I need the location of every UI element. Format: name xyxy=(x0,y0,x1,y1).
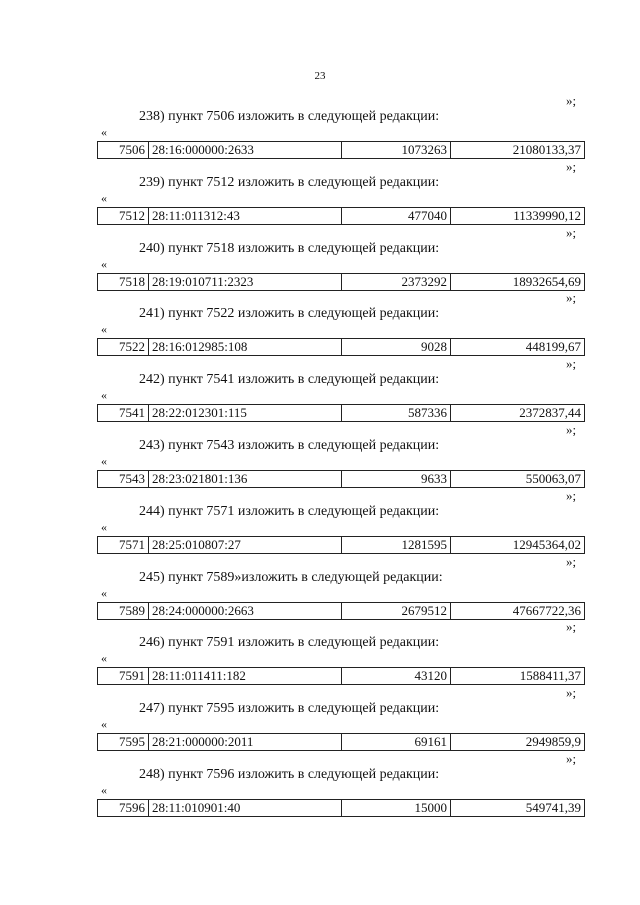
item-number-cell: 7541 xyxy=(98,405,149,422)
opening-quote: « xyxy=(101,388,107,403)
amendment-heading: 248) пункт 7596 изложить в следующей редакции: xyxy=(139,766,440,782)
area-cell: 9028 xyxy=(342,339,451,356)
table-row xyxy=(98,273,585,290)
item-number-cell: 7591 xyxy=(98,668,149,685)
closing-quote: »; xyxy=(566,93,577,108)
cadastral-cost-cell: 12945364,02 xyxy=(451,536,585,553)
cadastral-cost-cell: 18932654,69 xyxy=(451,273,585,290)
closing-quote: »; xyxy=(566,553,577,569)
amendment-heading: 243) пункт 7543 изложить в следующей редакции: xyxy=(139,437,440,453)
opening-quote: « xyxy=(101,519,107,534)
cadastral-number-cell: 28:16:012985:108 xyxy=(149,339,342,356)
opening-quote: « xyxy=(101,256,107,271)
opening-quote: « xyxy=(101,585,107,600)
cadastral-cost-cell: 2372837,44 xyxy=(451,405,585,422)
closing-quote: »; xyxy=(566,290,577,306)
amendment-heading: 244) пункт 7571 изложить в следующей редакции: xyxy=(139,503,440,519)
table-row xyxy=(98,602,585,619)
amendment-row-table xyxy=(97,667,585,685)
item-number-cell: 7596 xyxy=(98,799,149,816)
table-row xyxy=(98,734,585,751)
item-number-cell: 7506 xyxy=(98,142,149,159)
cadastral-cost-cell: 550063,07 xyxy=(451,470,585,487)
amendment-item xyxy=(0,291,640,357)
opening-quote: « xyxy=(101,717,107,732)
table-row xyxy=(98,470,585,487)
closing-quote: »; xyxy=(566,421,577,437)
opening-quote: « xyxy=(101,453,107,468)
amendment-row-table xyxy=(97,536,585,554)
table-row xyxy=(98,799,585,816)
amendment-heading: 247) пункт 7595 изложить в следующей редакции: xyxy=(139,701,440,717)
amendment-heading: 246) пункт 7591 изложить в следующей редакции: xyxy=(139,635,440,651)
item-number-cell: 7571 xyxy=(98,536,149,553)
amendment-heading: 239) пункт 7512 изложить в следующей редакции: xyxy=(139,174,440,190)
amendment-row-table xyxy=(97,404,585,422)
amendment-item xyxy=(0,160,640,226)
cadastral-number-cell: 28:24:000000:2663 xyxy=(149,602,342,619)
amendment-heading: 241) пункт 7522 изложить в следующей редакции: xyxy=(139,306,440,322)
opening-quote: « xyxy=(101,190,107,205)
area-cell: 1281595 xyxy=(342,536,451,553)
amendment-row-table xyxy=(97,799,585,817)
cadastral-number-cell: 28:11:010901:40 xyxy=(149,799,342,816)
amendment-row-table xyxy=(97,338,585,356)
cadastral-cost-cell: 11339990,12 xyxy=(451,207,585,224)
item-number-cell: 7589 xyxy=(98,602,149,619)
amendment-heading: 238) пункт 7506 изложить в следующей редакции: xyxy=(139,109,440,124)
amendment-row-table xyxy=(97,470,585,488)
area-cell: 477040 xyxy=(342,207,451,224)
table-row xyxy=(98,339,585,356)
amendment-row-table xyxy=(97,733,585,751)
amendment-item xyxy=(0,226,640,292)
amendments-list xyxy=(0,94,640,818)
area-cell: 69161 xyxy=(342,734,451,751)
item-number-cell: 7543 xyxy=(98,470,149,487)
cadastral-number-cell: 28:16:000000:2633 xyxy=(149,142,342,159)
amendment-row-table xyxy=(97,141,585,159)
closing-quote: »; xyxy=(566,619,577,635)
cadastral-cost-cell: 448199,67 xyxy=(451,339,585,356)
amendment-item xyxy=(0,357,640,423)
area-cell: 1073263 xyxy=(342,142,451,159)
area-cell: 9633 xyxy=(342,470,451,487)
cadastral-cost-cell: 2949859,9 xyxy=(451,734,585,751)
cadastral-number-cell: 28:21:000000:2011 xyxy=(149,734,342,751)
amendment-row-table xyxy=(97,602,585,620)
opening-quote: « xyxy=(101,322,107,337)
area-cell: 2373292 xyxy=(342,273,451,290)
table-row xyxy=(98,536,585,553)
amendment-item xyxy=(0,423,640,489)
table-row xyxy=(98,207,585,224)
amendment-item xyxy=(0,686,640,752)
area-cell: 15000 xyxy=(342,799,451,816)
closing-quote: »; xyxy=(566,750,577,766)
area-cell: 43120 xyxy=(342,668,451,685)
item-number-cell: 7518 xyxy=(98,273,149,290)
page-number: 23 xyxy=(314,70,326,82)
area-cell: 2679512 xyxy=(342,602,451,619)
table-row xyxy=(98,668,585,685)
cadastral-cost-cell: 1588411,37 xyxy=(451,668,585,685)
closing-quote: »; xyxy=(566,224,577,240)
item-number-cell: 7512 xyxy=(98,207,149,224)
amendment-row-table xyxy=(97,273,585,291)
amendment-heading: 245) пункт 7589»изложить в следующей редакции: xyxy=(139,569,443,585)
cadastral-number-cell: 28:19:010711:2323 xyxy=(149,273,342,290)
table-row xyxy=(98,142,585,159)
opening-quote: « xyxy=(101,782,107,797)
opening-quote: « xyxy=(101,125,107,139)
cadastral-number-cell: 28:11:011411:182 xyxy=(149,668,342,685)
amendment-item xyxy=(0,489,640,555)
amendment-item xyxy=(0,555,640,621)
closing-quote: »; xyxy=(566,685,577,701)
item-number-cell: 7595 xyxy=(98,734,149,751)
cadastral-number-cell: 28:22:012301:115 xyxy=(149,405,342,422)
cadastral-number-cell: 28:25:010807:27 xyxy=(149,536,342,553)
cadastral-cost-cell: 549741,39 xyxy=(451,799,585,816)
table-row xyxy=(98,405,585,422)
cadastral-number-cell: 28:11:011312:43 xyxy=(149,207,342,224)
amendment-heading: 242) пункт 7541 изложить в следующей редакции: xyxy=(139,372,440,388)
cadastral-number-cell: 28:23:021801:136 xyxy=(149,470,342,487)
amendment-item xyxy=(0,620,640,686)
item-number-cell: 7522 xyxy=(98,339,149,356)
opening-quote: « xyxy=(101,651,107,666)
amendment-item xyxy=(0,752,640,818)
cadastral-cost-cell: 47667722,36 xyxy=(451,602,585,619)
cadastral-cost-cell: 21080133,37 xyxy=(451,142,585,159)
closing-quote: »; xyxy=(566,356,577,372)
amendment-row-table xyxy=(97,207,585,225)
closing-quote: »; xyxy=(566,487,577,503)
amendment-item xyxy=(0,94,640,160)
amendment-heading: 240) пункт 7518 изложить в следующей редакции: xyxy=(139,240,440,256)
area-cell: 587336 xyxy=(342,405,451,422)
closing-quote: »; xyxy=(566,158,577,174)
